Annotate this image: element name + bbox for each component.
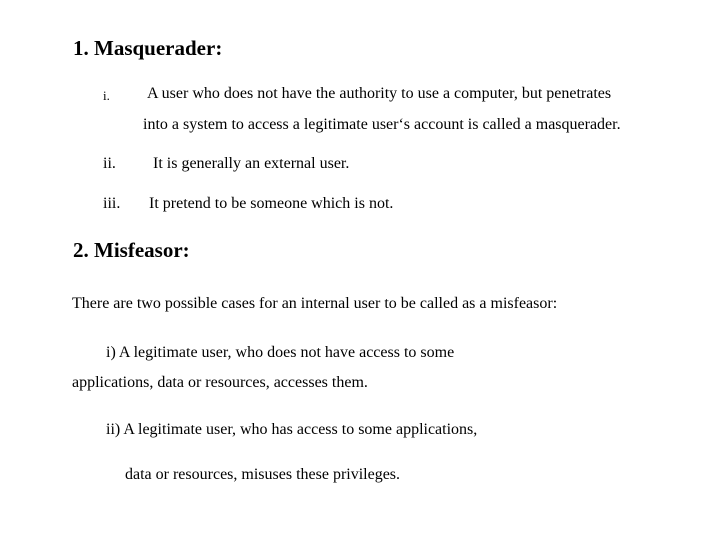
list-item-text: It pretend to be someone which is not. xyxy=(149,195,394,212)
list-marker-iii: iii. xyxy=(103,195,121,212)
case-one-line-2: applications, data or resources, accesses them. xyxy=(72,374,368,391)
section-heading-masquerader: 1. Masquerader: xyxy=(73,36,223,60)
list-marker-i: i. xyxy=(103,88,110,103)
case-one-line-1: i) A legitimate user, who does not have access to some xyxy=(106,344,455,361)
list-item-text-continued: into a system to access a legitimate user‘s account is called a masquerader. xyxy=(143,116,621,133)
list-item-text: A user who does not have the authority to use a computer, but penetrates xyxy=(147,85,612,102)
list-item-text: It is generally an external user. xyxy=(153,155,350,172)
intro-paragraph: There are two possible cases for an internal user to be called as a misfeasor: xyxy=(72,295,558,312)
section-heading-misfeasor: 2. Misfeasor: xyxy=(73,238,190,262)
case-two-line-1: ii) A legitimate user, who has access to some applications, xyxy=(106,421,478,438)
case-two-line-2: data or resources, misuses these privileges. xyxy=(125,466,401,483)
list-marker-ii: ii. xyxy=(103,155,116,172)
